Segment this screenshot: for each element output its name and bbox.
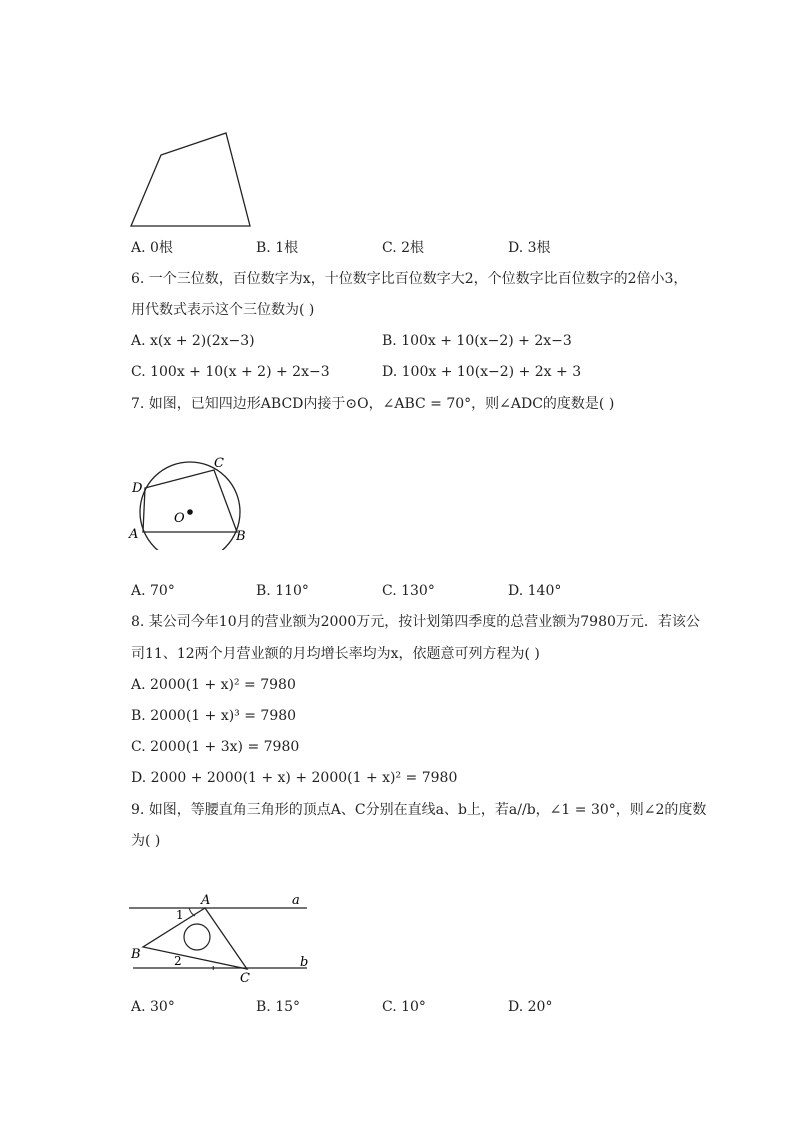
label-angle-1: 1 bbox=[176, 908, 184, 922]
parallel-lines-triangle-figure bbox=[125, 890, 315, 990]
label-line-a: a bbox=[292, 893, 300, 908]
q9-option-d[interactable]: D. 20° bbox=[508, 999, 553, 1015]
label-a-vertex: A bbox=[201, 893, 211, 908]
center-dot bbox=[187, 509, 193, 515]
label-line-b: b bbox=[300, 955, 309, 970]
label-c-vertex: C bbox=[240, 971, 250, 986]
q7-option-a[interactable]: A. 70° bbox=[131, 583, 175, 599]
q9-option-c[interactable]: C. 10° bbox=[382, 999, 426, 1015]
label-c: C bbox=[214, 456, 224, 471]
q6-option-c[interactable]: C. 100x + 10(x + 2) + 2x−3 bbox=[131, 364, 330, 380]
q5-option-b[interactable]: B. 1根 bbox=[256, 240, 299, 256]
q9-stem-line1: 9. 如图，等腰直角三角形的顶点A、C分别在直线a、b上，若a//b，∠1 = 30°，则∠2的度数 bbox=[131, 802, 707, 818]
q8-stem-line2: 司11、12两个月营业额的月均增长率均为x，依题意可列方程为( ) bbox=[131, 646, 540, 662]
q7-option-c[interactable]: C. 130° bbox=[382, 583, 435, 599]
q8-option-b[interactable]: B. 2000(1 + x)³ = 7980 bbox=[131, 708, 297, 724]
label-o: O bbox=[174, 511, 185, 526]
inscribed-quadrilateral bbox=[143, 470, 237, 532]
q5-option-a[interactable]: A. 0根 bbox=[131, 240, 173, 256]
q6-option-d[interactable]: D. 100x + 10(x−2) + 2x + 3 bbox=[382, 364, 582, 380]
q7-option-b[interactable]: B. 110° bbox=[256, 583, 309, 599]
q9-stem-line2: 为( ) bbox=[131, 833, 161, 849]
q6-option-a[interactable]: A. x(x + 2)(2x−3) bbox=[131, 333, 255, 349]
isosceles-right-triangle bbox=[143, 908, 247, 969]
q9-option-a[interactable]: A. 30° bbox=[131, 999, 175, 1015]
q8-option-a[interactable]: A. 2000(1 + x)² = 7980 bbox=[131, 677, 296, 693]
q7-option-d[interactable]: D. 140° bbox=[508, 583, 562, 599]
q6-option-b[interactable]: B. 100x + 10(x−2) + 2x−3 bbox=[382, 333, 572, 349]
label-d: D bbox=[132, 481, 143, 496]
q5-option-c[interactable]: C. 2根 bbox=[382, 240, 425, 256]
q9-option-b[interactable]: B. 15° bbox=[256, 999, 301, 1015]
q8-option-c[interactable]: C. 2000(1 + 3x) = 7980 bbox=[131, 739, 300, 755]
label-b-vertex: B bbox=[131, 947, 141, 962]
label-angle-2: 2 bbox=[174, 954, 182, 968]
q6-stem-line1: 6. 一个三位数，百位数字为x，十位数字比百位数字大2，个位数字比百位数字的2倍小3， bbox=[131, 271, 688, 287]
q6-stem-line2: 用代数式表示这个三位数为( ) bbox=[131, 302, 315, 318]
label-a: A bbox=[129, 527, 139, 542]
label-b: B bbox=[236, 529, 246, 544]
circle-o bbox=[140, 462, 240, 550]
quadrilateral-shape bbox=[131, 133, 250, 226]
q7-stem: 7. 如图，已知四边形ABCD内接于⊙O，∠ABC = 70°，则∠ADC的度数是( ) bbox=[131, 396, 615, 412]
angle-2-arc bbox=[213, 966, 214, 970]
q5-option-d[interactable]: D. 3根 bbox=[508, 240, 551, 256]
circle-quadrilateral-figure bbox=[125, 450, 255, 550]
q8-option-d[interactable]: D. 2000 + 2000(1 + x) + 2000(1 + x)² = 7980 bbox=[131, 770, 458, 786]
quadrilateral-figure bbox=[125, 128, 260, 232]
triangle-hole bbox=[184, 924, 210, 950]
q8-stem-line1: 8. 某公司今年10月的营业额为2000万元，按计划第四季度的总营业额为7980万元．若该公 bbox=[131, 614, 700, 630]
